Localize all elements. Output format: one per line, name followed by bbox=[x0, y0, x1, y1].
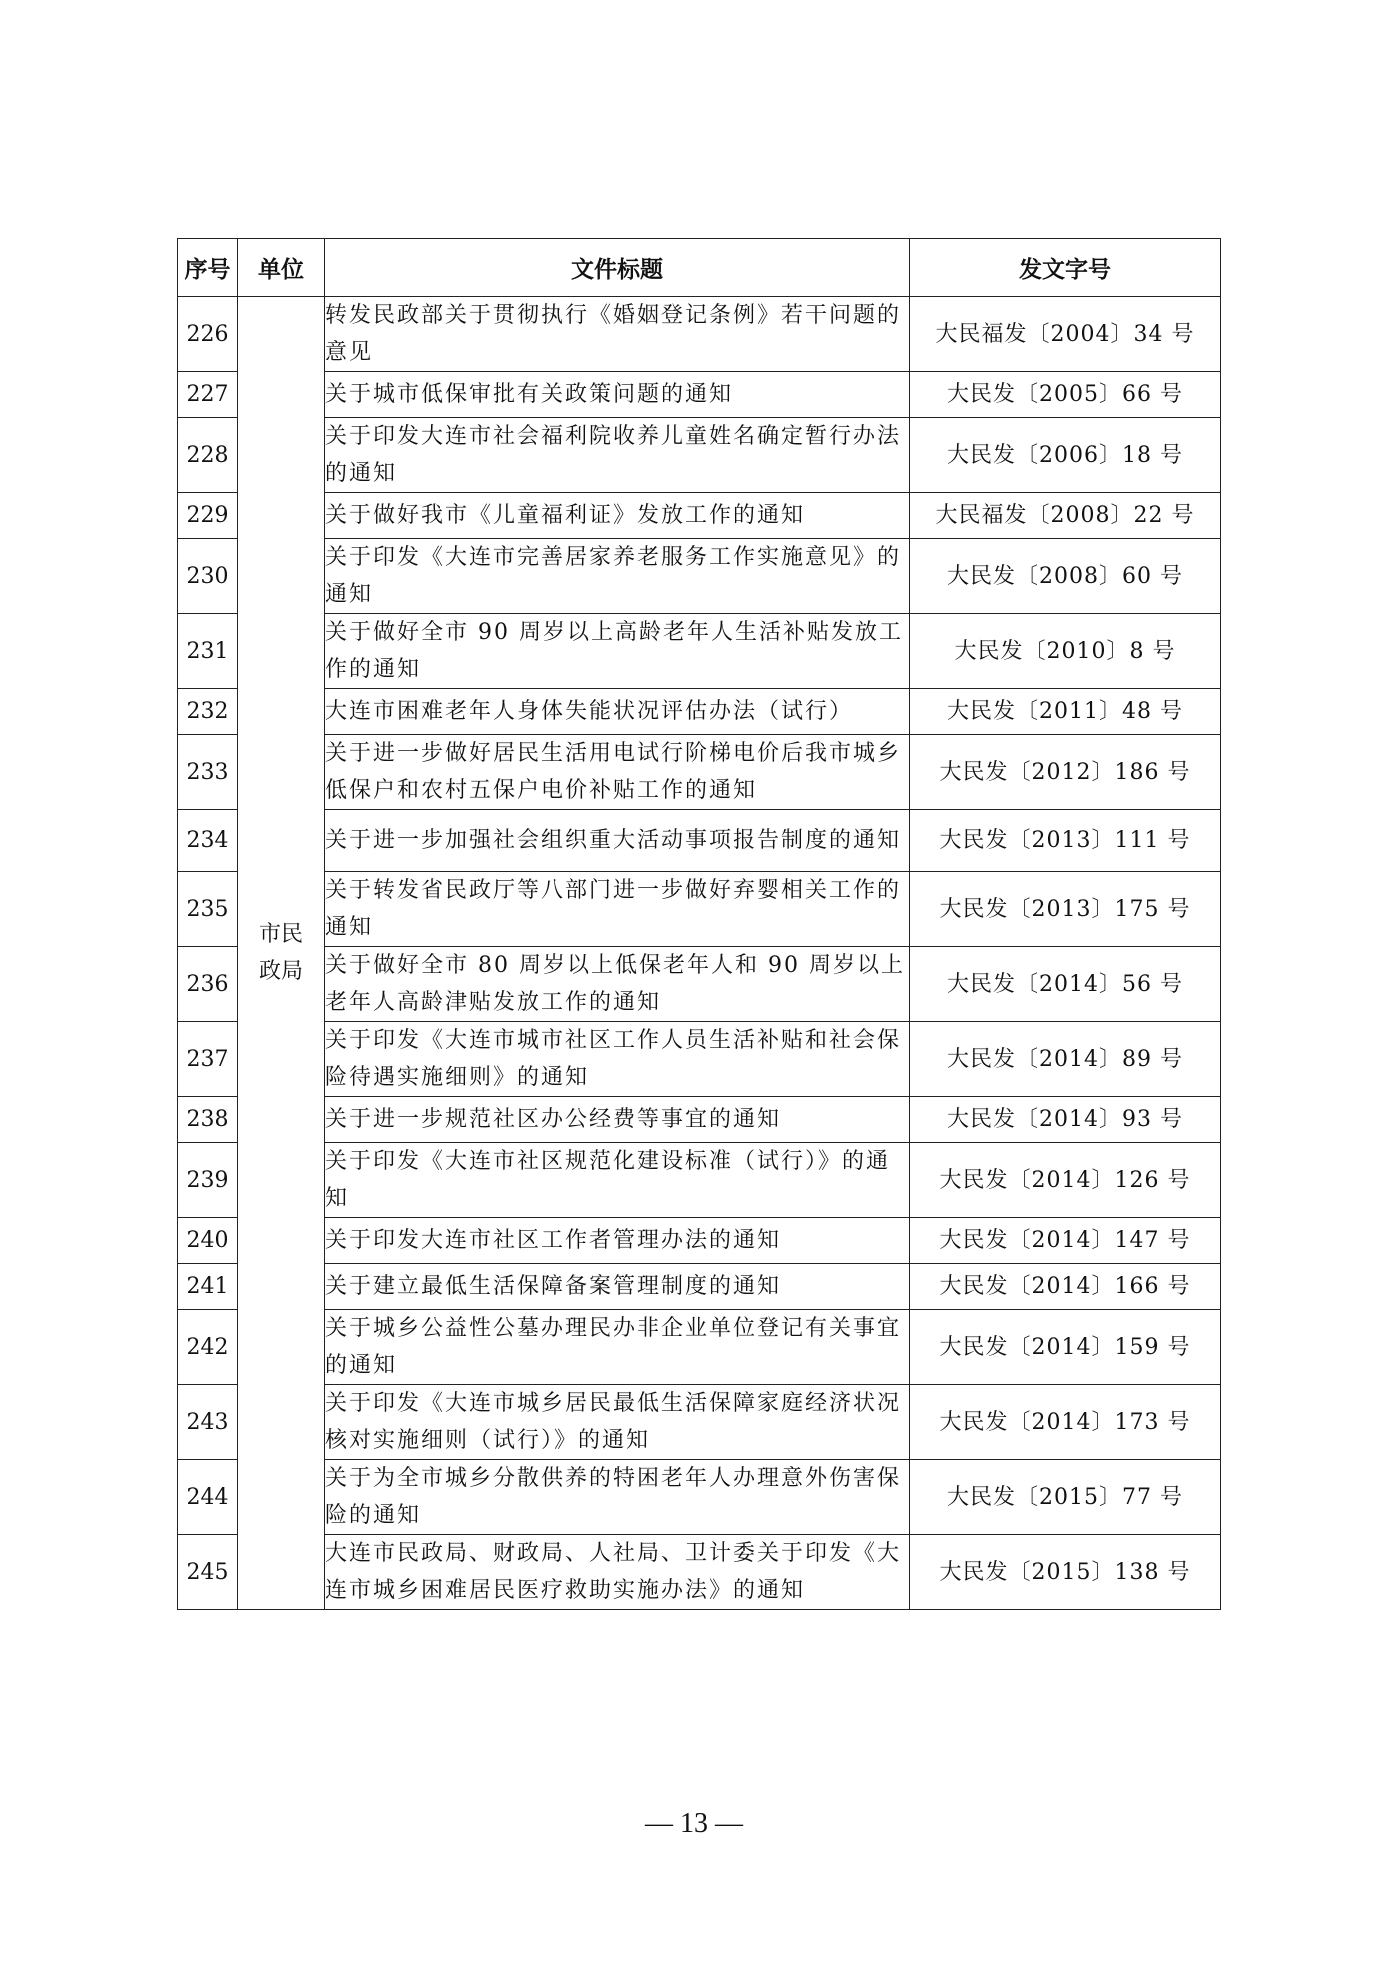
row-seq: 243 bbox=[178, 1385, 238, 1460]
row-seq: 240 bbox=[178, 1218, 238, 1264]
table-row bbox=[178, 418, 1221, 493]
row-title: 关于印发《大连市城乡居民最低生活保障家庭经济状况核对实施细则（试行）》的通知 bbox=[325, 1385, 910, 1460]
row-code: 大民发〔2010〕8 号 bbox=[910, 614, 1221, 689]
row-title: 关于做好全市 80 周岁以上低保老年人和 90 周岁以上老年人高龄津贴发放工作的通知 bbox=[325, 947, 910, 1022]
table-row bbox=[178, 810, 1221, 872]
row-seq: 244 bbox=[178, 1460, 238, 1535]
row-seq: 235 bbox=[178, 872, 238, 947]
table-row bbox=[178, 1218, 1221, 1264]
header-seq: 序号 bbox=[178, 239, 238, 297]
unit-line: 市民 bbox=[258, 922, 303, 947]
row-code: 大民发〔2014〕56 号 bbox=[910, 947, 1221, 1022]
table-row bbox=[178, 1310, 1221, 1385]
row-title: 转发民政部关于贯彻执行《婚姻登记条例》若干问题的意见 bbox=[325, 297, 910, 372]
table-row bbox=[178, 872, 1221, 947]
unit-line: 政局 bbox=[258, 959, 303, 984]
row-seq: 238 bbox=[178, 1097, 238, 1143]
table-row bbox=[178, 493, 1221, 539]
row-title: 大连市困难老年人身体失能状况评估办法（试行） bbox=[325, 689, 910, 735]
row-code: 大民发〔2014〕159 号 bbox=[910, 1310, 1221, 1385]
unit-cell bbox=[238, 297, 325, 1610]
row-seq: 234 bbox=[178, 810, 238, 872]
row-title: 关于做好全市 90 周岁以上高龄老年人生活补贴发放工作的通知 bbox=[325, 614, 910, 689]
row-seq: 233 bbox=[178, 735, 238, 810]
header-code: 发文字号 bbox=[910, 239, 1221, 297]
row-title: 关于印发《大连市社区规范化建设标准（试行）》的通知 bbox=[325, 1143, 910, 1218]
row-code: 大民发〔2014〕93 号 bbox=[910, 1097, 1221, 1143]
document-table bbox=[177, 238, 1221, 1610]
row-code: 大民发〔2015〕77 号 bbox=[910, 1460, 1221, 1535]
row-seq: 226 bbox=[178, 297, 238, 372]
row-code: 大民福发〔2008〕22 号 bbox=[910, 493, 1221, 539]
table-row bbox=[178, 1385, 1221, 1460]
row-seq: 230 bbox=[178, 539, 238, 614]
table-row bbox=[178, 1460, 1221, 1535]
row-title: 关于印发《大连市完善居家养老服务工作实施意见》的通知 bbox=[325, 539, 910, 614]
table-row bbox=[178, 1264, 1221, 1310]
header-title: 文件标题 bbox=[325, 239, 910, 297]
row-seq: 241 bbox=[178, 1264, 238, 1310]
row-title: 关于城市低保审批有关政策问题的通知 bbox=[325, 372, 910, 418]
page-number: — 13 — bbox=[645, 1808, 743, 1839]
row-seq: 227 bbox=[178, 372, 238, 418]
header-unit: 单位 bbox=[238, 239, 325, 297]
row-code: 大民发〔2008〕60 号 bbox=[910, 539, 1221, 614]
row-seq: 228 bbox=[178, 418, 238, 493]
table-row bbox=[178, 689, 1221, 735]
table-row bbox=[178, 1097, 1221, 1143]
row-code: 大民发〔2014〕147 号 bbox=[910, 1218, 1221, 1264]
row-title: 关于印发大连市社会福利院收养儿童姓名确定暂行办法的通知 bbox=[325, 418, 910, 493]
row-code: 大民发〔2011〕48 号 bbox=[910, 689, 1221, 735]
table-row bbox=[178, 539, 1221, 614]
table-body bbox=[178, 297, 1221, 1610]
row-title: 关于进一步做好居民生活用电试行阶梯电价后我市城乡低保户和农村五保户电价补贴工作的通知 bbox=[325, 735, 910, 810]
row-seq: 231 bbox=[178, 614, 238, 689]
row-code: 大民发〔2014〕166 号 bbox=[910, 1264, 1221, 1310]
row-code: 大民发〔2013〕111 号 bbox=[910, 810, 1221, 872]
row-seq: 242 bbox=[178, 1310, 238, 1385]
row-code: 大民发〔2015〕138 号 bbox=[910, 1535, 1221, 1610]
row-seq: 239 bbox=[178, 1143, 238, 1218]
row-title: 关于城乡公益性公墓办理民办非企业单位登记有关事宜的通知 bbox=[325, 1310, 910, 1385]
table-row bbox=[178, 735, 1221, 810]
row-code: 大民发〔2014〕173 号 bbox=[910, 1385, 1221, 1460]
row-title: 关于转发省民政厅等八部门进一步做好弃婴相关工作的通知 bbox=[325, 872, 910, 947]
row-code: 大民福发〔2004〕34 号 bbox=[910, 297, 1221, 372]
row-title: 关于进一步加强社会组织重大活动事项报告制度的通知 bbox=[325, 810, 910, 872]
row-title: 关于为全市城乡分散供养的特困老年人办理意外伤害保险的通知 bbox=[325, 1460, 910, 1535]
table-row bbox=[178, 614, 1221, 689]
row-title: 关于做好我市《儿童福利证》发放工作的通知 bbox=[325, 493, 910, 539]
row-title: 关于印发大连市社区工作者管理办法的通知 bbox=[325, 1218, 910, 1264]
row-title: 关于建立最低生活保障备案管理制度的通知 bbox=[325, 1264, 910, 1310]
table-row bbox=[178, 1535, 1221, 1610]
row-seq: 237 bbox=[178, 1022, 238, 1097]
row-seq: 245 bbox=[178, 1535, 238, 1610]
row-code: 大民发〔2005〕66 号 bbox=[910, 372, 1221, 418]
row-seq: 232 bbox=[178, 689, 238, 735]
row-title: 关于印发《大连市城市社区工作人员生活补贴和社会保险待遇实施细则》的通知 bbox=[325, 1022, 910, 1097]
table-header-row bbox=[178, 239, 1221, 297]
row-seq: 236 bbox=[178, 947, 238, 1022]
row-code: 大民发〔2014〕89 号 bbox=[910, 1022, 1221, 1097]
table-row bbox=[178, 1143, 1221, 1218]
row-code: 大民发〔2012〕186 号 bbox=[910, 735, 1221, 810]
table-row bbox=[178, 297, 1221, 372]
row-code: 大民发〔2006〕18 号 bbox=[910, 418, 1221, 493]
row-title: 大连市民政局、财政局、人社局、卫计委关于印发《大连市城乡困难居民医疗救助实施办法》的通知 bbox=[325, 1535, 910, 1610]
table-row bbox=[178, 372, 1221, 418]
table-row bbox=[178, 1022, 1221, 1097]
table-row bbox=[178, 947, 1221, 1022]
row-code: 大民发〔2013〕175 号 bbox=[910, 872, 1221, 947]
row-seq: 229 bbox=[178, 493, 238, 539]
row-title: 关于进一步规范社区办公经费等事宜的通知 bbox=[325, 1097, 910, 1143]
row-code: 大民发〔2014〕126 号 bbox=[910, 1143, 1221, 1218]
